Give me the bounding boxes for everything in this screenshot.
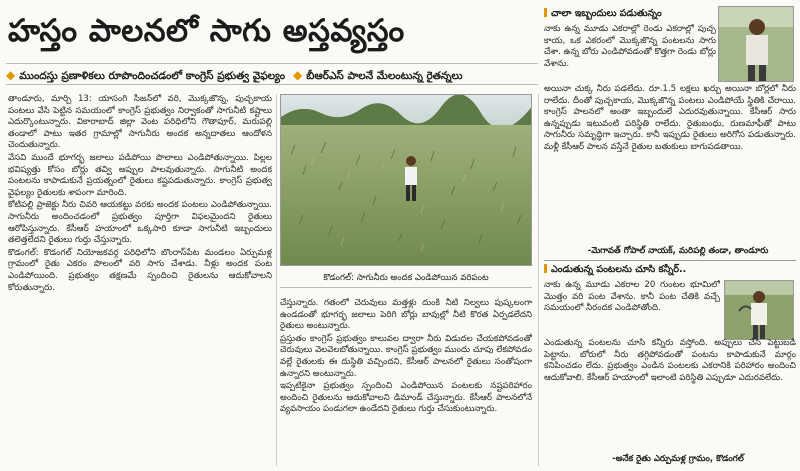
farmer-with-sickle-photo bbox=[724, 280, 794, 340]
second-sidebar-intro bbox=[544, 280, 720, 336]
farmer-portrait-photo bbox=[718, 6, 794, 82]
paragraph: కోటిపల్లి ప్రాజెక్టు నీరు చివరి ఆయకట్టు వరకు అందక పంటలు ఎండిపోతున్నాయి. సాగునీరు అందించడంలో ప్రభుత్వం పూర్తిగా విఫలమైందని రైతులు ఆరోపిస్తున్నారు. కేసీఆర్ హయాంలో ఒక్కసారి కూడా సాగునీటి ఇబ్బందులు తలెత్తలేదని రైతులు గుర్తు చేస్తున్నారు. bbox=[8, 200, 272, 246]
title-marker-icon bbox=[544, 264, 547, 273]
sidebar-story-title-text: చాలా ఇబ్బందులు పడుతున్నం bbox=[551, 8, 662, 19]
paragraph: ఇప్పటికైనా ప్రభుత్వం స్పందించి ఎండిపోయిన పంటలకు నష్టపరిహారం అందించి రైతులను ఆదుకోవాలని డిమాండ్ చేస్తున్నారు. కేసీఆర్ పాలనలోనే వ్యవసాయం పండుగలా ఉండేదని రైతులు గుర్తు చేసుకుంటున్నారు. bbox=[280, 381, 532, 415]
title-marker-icon bbox=[544, 8, 547, 17]
paragraph: కొడంగల్: కొడంగల్ నియోజకవర్గ పరిధిలోని బొంరాస్‌పేట మండలం ఏర్పుమళ్ల గ్రామంలో రైతు ఎకరం పొలంలో వరి సాగు చేశాడు. నీళ్లు అందక పంట ఎండిపోయింది. ప్రభుత్వం తక్షణమే స్పందించి రైతులను ఆదుకోవాలని కోరుతున్నారు. bbox=[8, 247, 272, 293]
second-sidebar-signature: -అనేక రైతు ఎర్పుమళ్ల గ్రామం, కొడంగల్ bbox=[612, 454, 744, 464]
column-divider bbox=[276, 94, 277, 466]
center-article-column bbox=[280, 298, 532, 466]
second-sidebar-title-text: ఎండుతున్న పంటలను చూసి కన్నీర్.. bbox=[551, 264, 687, 275]
second-sidebar-body bbox=[544, 338, 796, 452]
paragraph: నాకు ఉన్న మూడు ఎకరాల 20 గుంటల భూమిలో మొత్తం వరి పంట వేశాను. కానీ పంట చేతికి వచ్చే సమయంలో నీరందక ఎండిపోతోంది. bbox=[544, 280, 720, 314]
paragraph: నాకు ఉన్న మూడు ఎకరాల్లో రెండు ఎకరాల్లో పుచ్చ కాయ, ఒక ఎకరంలో మొక్కజొన్న పంటలను సాగు చేశా. ఉన్న బోరు ఎండిపోవడంతో కొత్తగా రెండు బోర్లు వేశాను. bbox=[544, 24, 716, 69]
sidebar-story-body bbox=[544, 84, 796, 244]
section-divider bbox=[544, 260, 796, 261]
subhead-part-1: ముందస్తు ప్రణాళికలు రూపొందించడంలో కాంగ్రెస్ ప్రభుత్వ వైఫల్యం bbox=[19, 70, 286, 82]
bullet-icon: ◆ bbox=[293, 68, 303, 82]
paragraph: ఎండుతున్న పంటలను చూసి కన్నీరు వస్తోంది. అప్పులు చేసి పెట్టుబడి పెట్టాను. బోరులో నీరు తగ్గిపోవడంతో పంటను కాపాడుకునే మార్గం కనిపించడం లేదు. ప్రభుత్వం ఎండిన పంటలకు ఎకరానికి పరిహారం అందించి ఆదుకోవాలి. కేసీఆర్ హయాంలో ఇలాంటి పరిస్థితి ఎప్పుడూ ఎదురవలేదు. bbox=[544, 338, 796, 383]
paragraph: వేసవి ముందే భూగర్భ జలాలు పడిపోయి పొలాలు ఎండిపోతున్నాయి. పిల్లల భవిష్యత్తు కోసం బోర్లు తవ్వి అప్పుల పాలవుతున్నారు. సాగునీటి అందక పంటలను కాపాడుకునే ప్రయత్నంలో రైతులు కష్టపడుతున్నారు. కాంగ్రెస్ ప్రభుత్వ వైఫల్యం రైతులకు శాపంగా మారింది. bbox=[8, 152, 272, 198]
sidebar-story-signature: -మెగావత్ గోపాల్ నాయక్, మరిపల్లి తండా, తాండూరు bbox=[587, 246, 769, 256]
paragraph: ప్రస్తుతం కాంగ్రెస్ ప్రభుత్వం కాలువల ద్వారా నీరు విడుదల చేయకపోవడంతో చెరువులు వెలవెలబోతున్నాయి. కాంగ్రెస్ ప్రభుత్వం ముందు చూపు లేకపోవడం వల్లే రైతులకు ఈ దుస్థితి వచ్చిందని, కేసీఆర్ పాలనలో రైతులు సంతోషంగా ఉన్నారని అంటున్నారు. bbox=[280, 333, 532, 379]
photo-caption: కొడంగల్: సాగునీరు అందక ఎండిపోయిన వరిపంట bbox=[280, 268, 532, 288]
second-sidebar-story-title bbox=[544, 262, 796, 278]
sidebar-story-title bbox=[544, 6, 714, 22]
bullet-icon: ◆ bbox=[6, 68, 16, 82]
column-divider bbox=[538, 94, 539, 466]
subheadline bbox=[6, 63, 538, 85]
farmer-in-field-photo bbox=[280, 94, 532, 266]
left-article-column bbox=[8, 94, 272, 466]
paragraph: అయినా చుక్క నీరు పడలేదు. రూ.1.5 లక్షలు ఖర్చు అయినా బోర్లలో నీరు రాలేదు. దీంతో పుచ్చకాయ, మొక్కజొన్న పంటలు ఎండిపోయే స్థితికి చేరాయి. కాంగ్రెస్ పాలనలో అంతా ఇబ్బందులే ఎదురవుతున్నాయి. కేసీఆర్ సారు ఉన్నప్పుడు ఇటువంటి పరిస్థితి రాలేదు. రైతుబంధు, రుణమాఫీతో పాటు సాగునీరు సమృద్ధిగా ఇచ్చారు. కానీ ఇప్పుడు రైతులు అరిగోస పడుతున్నారు. మళ్లీ కేసీఆర్ పాలన వస్తేనే రైతుల బతుకులు బాగుపడతాయి. bbox=[544, 84, 796, 152]
headline: హస్తం పాలనలో సాగు అస్తవ్యస్తం bbox=[8, 13, 405, 49]
subhead-part-2: బీఆర్ఎస్ పాలనే మేలంటున్న రైతన్నలు bbox=[306, 70, 463, 82]
paragraph: చేస్తున్నారు. గతంలో చెరువులు మత్తళ్లు దుంకి నీటి నిల్వలు పుష్కలంగా ఉండడంతో భూగర్భ జలాలు పెరిగి బోర్లు బావుల్లో నీటి కొరత ఏర్పడలేదని రైతులు అంటున్నారు. bbox=[280, 298, 532, 332]
sidebar-story-intro bbox=[544, 24, 716, 84]
paragraph: తాండూరు, మార్చి 13: యాసంగి సీజన్‌లో వరి, మొక్కజొన్న, పుచ్చకాయ పంటలు వేసి పెట్టిన సమయంలో కాంగ్రెస్ ప్రభుత్వం నిర్వాకంతో సాగునీటి కష్టాలు ఎదుర్కొంటున్నారు. వికారాబాద్ జిల్లా వెంట పరిధిలోని గౌతాపూర్, మరుపల్లి తండాలో పాటు ఇతర గ్రామాల్లో సాగునీరు అందక అన్నదాతలు ఆందోళన చెందుతున్నారు. bbox=[8, 94, 272, 151]
